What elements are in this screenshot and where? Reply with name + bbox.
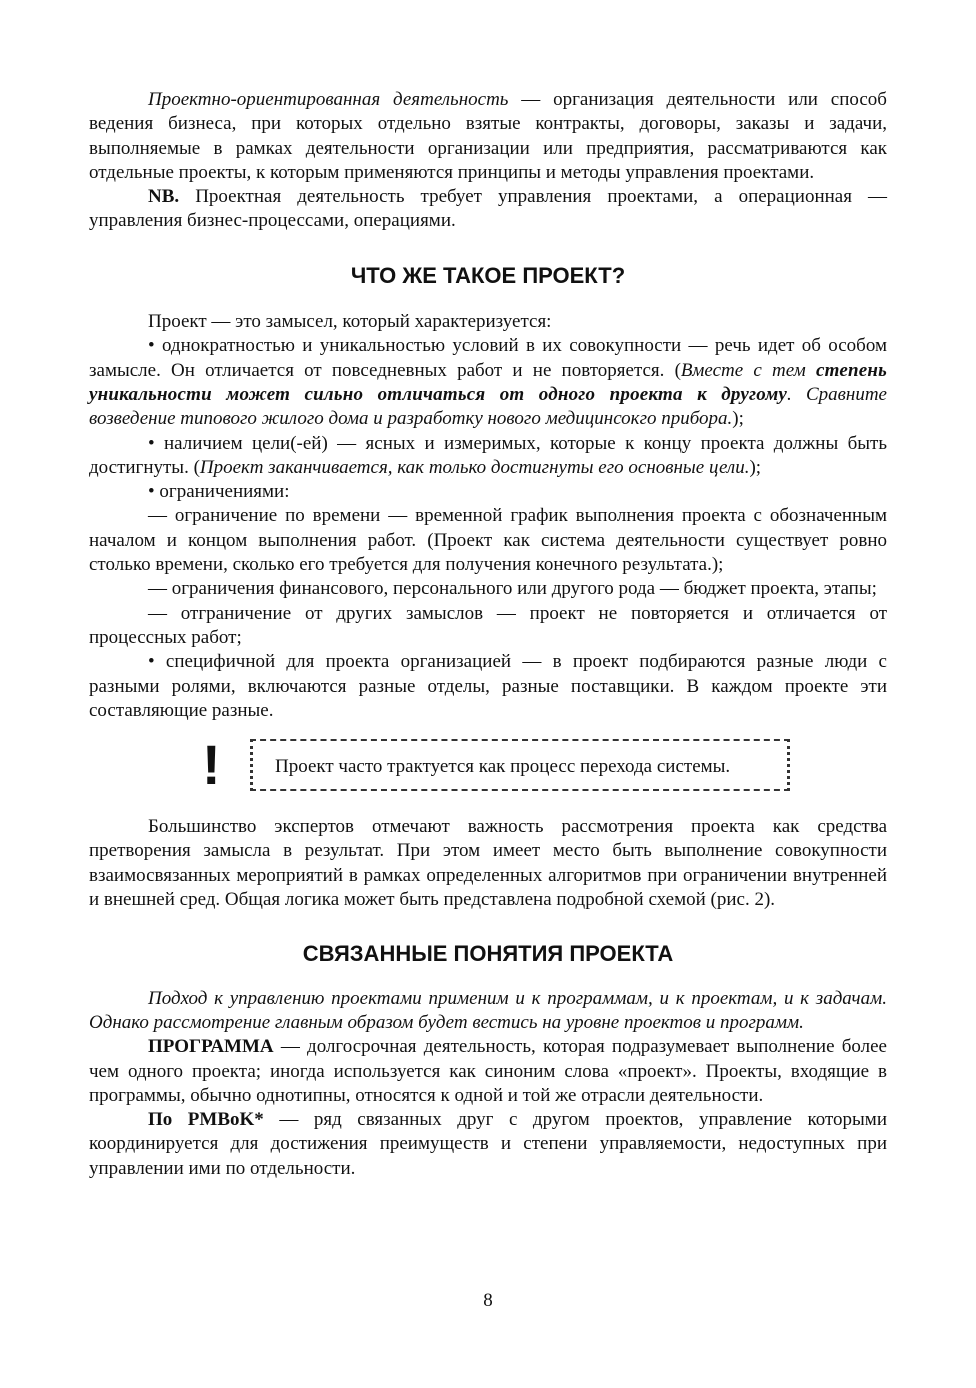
bullet-uniqueness-text: • однократностью и уникальностью условий в их совокупности — речь идет об особом замысле. Он отличается от повседневных работ и не повторяется. ( (89, 335, 887, 381)
program-term: ПРОГРАММА (148, 1036, 274, 1058)
nb-paragraph (89, 185, 887, 234)
section-title-related-concepts: СВЯЗАННЫЕ ПОНЯТИЯ ПРОЕКТА (302, 941, 674, 967)
bullet-goals-text: • наличием цели(-ей) — ясных и измеримых, которые к концу проекта должны быть достигнуты. ( (89, 432, 887, 478)
bullet-goals-italic: Проект заканчивается, как только достигнуты его основные цели. (199, 456, 750, 478)
dash-time-constraint: — ограничение по времени — временной график выполнения проекта с обозначенным началом и концом выполнения работ. (Проект как система деятельности существует ровно столько времени, сколько его требуется для получения конечного результата.); (89, 505, 887, 576)
bullet-goals (89, 432, 887, 481)
dash-financial-constraint: — ограничения финансового, персонального или другого рода — бюджет проекта, этапы; (148, 578, 877, 600)
bullet-uniqueness-bold: степень уникальности может сильно отличаться от одного проекта к другому (89, 359, 887, 405)
bullet-organization: • специфичной для проекта организацией — в проект подбираются разные люди с разными ролями, включаются разные отделы, разные поставщики. В каждом проекте эти составляющие разные. (89, 651, 887, 721)
project-lead: Проект — это замысел, который характеризуется: (148, 311, 552, 333)
bullet-goals-end: ); (749, 456, 762, 478)
pmbok-paragraph (89, 1108, 887, 1181)
program-text: — долгосрочная деятельность, которая подразумевает выполнение более чем одного проекта; иногда используется как синоним слова «проект». Проекты, входящие в программы, обычно однотипны, относятся к одной и той же отрасли деятельности. (89, 1036, 887, 1106)
bullet-uniqueness (89, 334, 887, 431)
note-box: Проект часто трактуется как процесс перехода системы. (250, 739, 790, 791)
exclamation-icon: ! (202, 733, 221, 797)
note-callout (89, 735, 887, 799)
pmbok-term: По PMBoK* (148, 1109, 264, 1131)
intro-definition: — организация деятельности или способ ведения бизнеса, при которых отдельно взятые контракты, договоры, заказы и задачи, выполняемые в рамках деятельности организации или предприятия, рассматриваются как отдельные проекты, к которым применяются принципы и методы управления проектами. (89, 89, 887, 183)
bullet-constraints: • ограничениями: (148, 481, 290, 503)
nb-text: Проектная деятельность требует управления проектами, а операционная — управления бизнес-процессами, операциями. (89, 186, 887, 232)
section-title-what-is-project: ЧТО ЖЕ ТАКОЕ ПРОЕКТ? (350, 262, 626, 288)
page-number: 8 (483, 1290, 493, 1311)
dash-other-projects: — отграничение от других замыслов — проект не повторяется и отличается от процессных работ; (89, 602, 887, 648)
nb-label: NB. (148, 186, 180, 208)
intro-term: Проектно-ориентированная деятельность (148, 89, 509, 110)
bullet-uniqueness-italic-2: . Сравните возведение типового жилого дома и разработку нового медицинсокго прибора. (89, 383, 887, 430)
page-content (89, 88, 887, 1181)
experts-paragraph: Большинство экспертов отмечают важность рассмотрения проекта как средства претворения замысла в результат. При этом имеет место быть выполнение совокупности взаимосвязанных мероприятий в рамках определенных алгоритмов при ограничении внутренней и внешней сред. Общая логика может быть представлена подробной схемой (рис. 2). (89, 816, 887, 911)
program-paragraph (89, 1035, 887, 1108)
bullet-uniqueness-end: ); (732, 408, 744, 430)
bullet-uniqueness-italic: Вместе с тем (680, 359, 816, 381)
intro-paragraph (89, 88, 887, 185)
pmbok-text: — ряд связанных друг с другом проектов, управление которыми координируется для достижения преимуществ и степени управляемости, недоступных при управлении ими по отдельности. (89, 1109, 887, 1179)
approach-paragraph: Подход к управлению проектами применим и к программам, и к проектам, и к задачам. Однако рассмотрение главным образом будет вестись на уровне проектов и программ. (89, 987, 887, 1033)
